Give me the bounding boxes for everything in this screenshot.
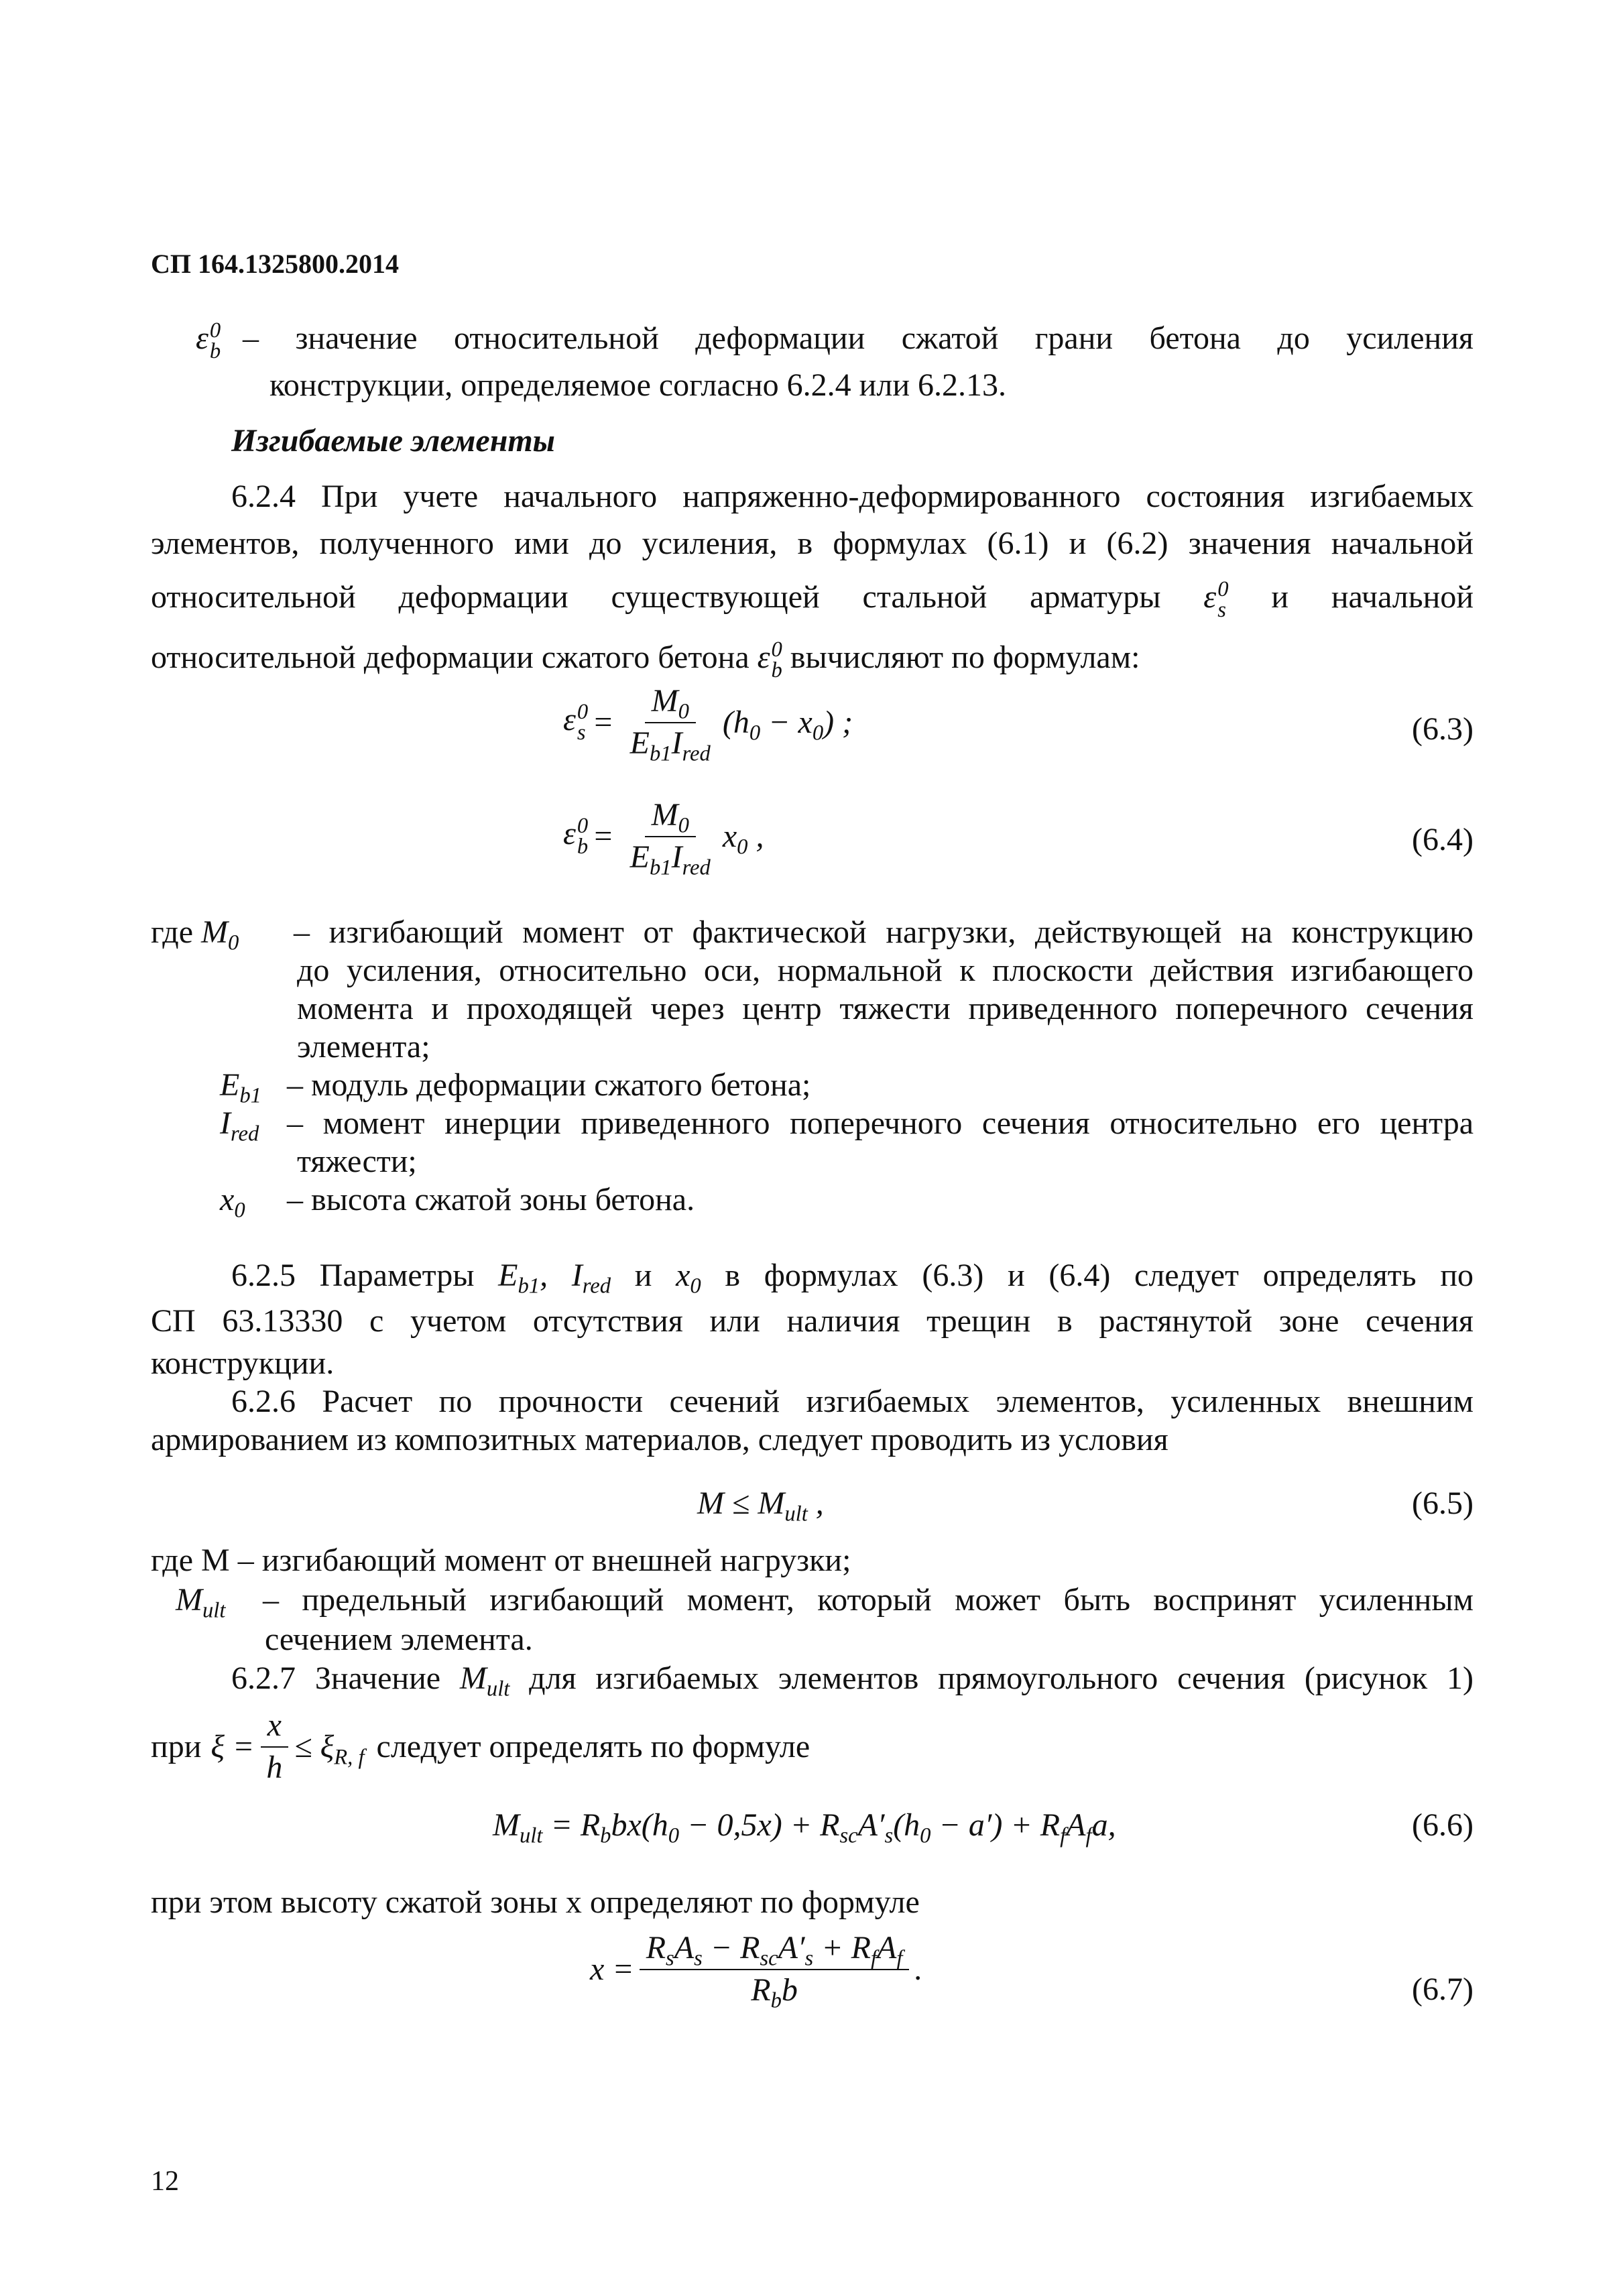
p624-line1: 6.2.4 При учете начального напряженно-деформированного состояния изгибаемых [231,479,1474,514]
ired-definition-line1: – момент инерции приведенного поперечного сечения относительно его центра [287,1105,1474,1141]
eps-b-description: – значение относительной деформации сжатой грани бетона до усиления [243,320,1474,356]
x0-definition: – высота сжатой зоны бетона. [287,1182,695,1217]
where-block-1: где $M_0$ – изгибающий момент от фактической нагрузки, действующей на конструкцию до усиления, относительно оси, нормальной к плоскости действия изгибающего момента и проходящей через центр тяжести приведенного поперечного сечения элемента; $E_{b1}$ – модуль деформации сжатого бетона; $I_{red}$ – момент инерции приведенного поперечного сечения относительно его центра тяжести; $x_0$ – высота сжатой зоны бетона. [151,914,1474,1223]
paragraph-6-2-7 [151,1658,1474,1786]
equation-6-4: ε 0 b = $\frac{M_0}{E_{b1}I_{red}}$ $x_0$ , [563,797,764,880]
p625-line2: СП 63.13330 с учетом отсутствия или наличия трещин в растянутой зоне сечения [151,1303,1474,1339]
paragraph-6-2-5 [151,1252,1474,1382]
mult-definition-line2: сечением элемента. [265,1622,533,1657]
p624-line2: элементов, полученного ими до усиления, в формулах (6.1) и (6.2) значения начальной [151,526,1474,561]
equation-number-6-3: (6.3) [1412,711,1474,747]
doc-code: СП 164.1325800.2014 [151,249,399,279]
ired-definition-line2: тяжести; [297,1144,417,1179]
p625-line3: конструкции. [151,1345,335,1381]
p627-line1: 6.2.7 Значение $M_{ult}$ для изгибаемых элементов прямоугольного сечения (рисунок 1) [231,1660,1474,1701]
equation-6-3: ε 0 s = $\frac{M_0}{E_{b1}I_{red}}$ $(h_0 - x_0)$ ; [563,683,853,766]
p627-line3: при этом высоту сжатой зоны x определяют по формуле [151,1884,920,1920]
definition-eps-b [196,315,1474,409]
equation-number-6-7: (6.7) [1412,1972,1474,2007]
eb1-definition: – модуль деформации сжатого бетона; [287,1067,811,1103]
eps-b-symbol-inline: ε 0 b [757,637,782,682]
equation-6-7: x = $\frac{R_sA_s - R_{sc}A'_s + R_fA_f}{R_bb}$ . [590,1930,923,2013]
p625-line1: 6.2.5 Параметры $E_{b1}$, $I_{red}$ и $x_0$ в формулах (6.3) и (6.4) следует определять по [231,1258,1474,1298]
paragraph-6-2-6 [151,1382,1474,1459]
page-number: 12 [151,2166,179,2197]
eps-s-symbol: ε 0 s [1203,577,1229,622]
section-title: Изгибаемые элементы [231,423,555,459]
m0-definition-line2: до усиления, относительно оси, нормальной к плоскости действия изгибающего [297,953,1474,988]
p624-line4: относительной деформации сжатого бетона ε 0 b вычисляют по формулам: [151,637,1140,682]
equation-6-5: $M \le M_{ult}$ , [697,1486,824,1526]
mult-definition-line1: – предельный изгибающий момент, который может быть воспринят усиленным [263,1582,1474,1618]
m-definition: где M – изгибающий момент от внешней нагрузки; [151,1543,851,1578]
equation-number-6-4: (6.4) [1412,822,1474,857]
equation-number-6-5: (6.5) [1412,1486,1474,1521]
eps-b-description-cont: конструкции, определяемое согласно 6.2.4 или 6.2.13. [269,367,1007,403]
m0-definition-line4: элемента; [297,1029,430,1065]
equation-number-6-6: (6.6) [1412,1807,1474,1843]
p626-line2: армированием из композитных материалов, следует проводить из условия [151,1422,1168,1457]
p626-line1: 6.2.6 Расчет по прочности сечений изгибаемых элементов, усиленных внешним [231,1384,1474,1419]
m0-definition-line3: момента и проходящей через центр тяжести приведенного поперечного сечения [297,991,1474,1026]
p624-line3: относительной деформации существующей стальной арматуры ε 0 s и начальной [151,577,1474,622]
where-block-2: где M – изгибающий момент от внешней нагрузки; $M_{ult}$ – предельный изгибающий момент, который может быть воспринят усиленным сечением элемента. [151,1540,1474,1659]
p627-line2: при ξ = $\frac{x}{h}$ ≤ $\xi_{R, f}$ следует определять по формуле [151,1707,810,1785]
eps-b-symbol: ε 0 b [196,318,221,363]
m0-definition-line1: – изгибающий момент от фактической нагрузки, действующей на конструкцию [294,914,1474,950]
paragraph-6-2-4 [151,473,1474,688]
equation-6-6: $M_{ult} = R_bbx(h_0 - 0,5x) + R_{sc}A'_s(h_0 - a') + R_fA_fa$, [493,1807,1116,1848]
